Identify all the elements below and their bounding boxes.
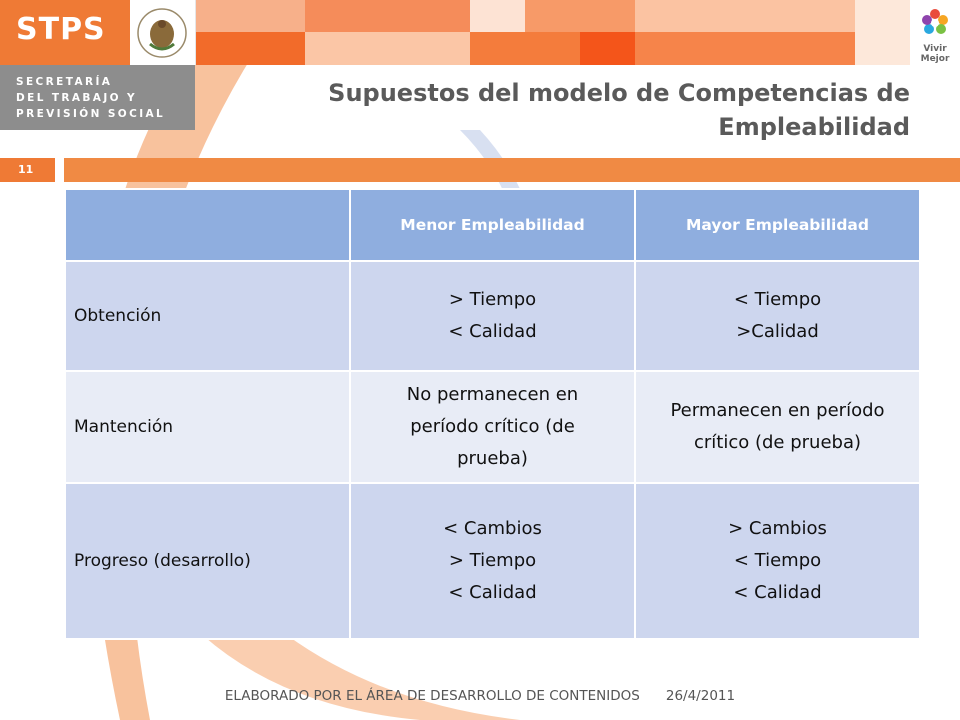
cell-line: Permanecen en período crítico (de prueba)	[670, 400, 885, 453]
cell-line: > Cambios	[728, 518, 827, 539]
cell-line: < Cambios	[443, 518, 542, 539]
footer-date: 26/4/2011	[665, 688, 736, 704]
row-label: Progreso (desarrollo)	[65, 483, 350, 639]
header-menor: Menor Empleabilidad	[350, 189, 635, 261]
title-line-2: Empleabilidad	[718, 113, 910, 141]
cell-line: > Tiempo	[448, 289, 537, 310]
cell-mayor	[635, 483, 920, 639]
org-abbrev: STPS	[16, 12, 106, 47]
table-row	[65, 371, 920, 483]
header-empty	[65, 189, 350, 261]
slide-footer	[0, 688, 960, 704]
cell-line: < Calidad	[448, 582, 537, 603]
cell-menor	[350, 371, 635, 483]
title-underline-bar	[64, 158, 960, 182]
competencies-table	[64, 188, 921, 640]
cell-line: > Tiempo	[448, 550, 537, 571]
cell-line: < Tiempo	[733, 550, 822, 571]
mexico-seal-icon	[130, 0, 196, 65]
cell-line: < Calidad	[733, 582, 822, 603]
row-label: Obtención	[65, 261, 350, 371]
vivir-mejor-logo	[910, 0, 960, 65]
stps-logo	[0, 0, 130, 65]
flower-icon	[910, 0, 960, 44]
header-color-strip	[195, 0, 910, 65]
table-header-row	[65, 189, 920, 261]
cell-line: < Tiempo	[733, 289, 822, 310]
logo-right-text: Vivir Mejor	[920, 44, 950, 64]
cell-line: >Calidad	[736, 321, 819, 342]
cell-mayor	[635, 371, 920, 483]
row-label: Mantención	[65, 371, 350, 483]
footer-text: ELABORADO POR EL ÁREA DE DESARROLLO DE CONTENIDOS	[224, 688, 640, 704]
table-row	[65, 261, 920, 371]
table-row	[65, 483, 920, 639]
title-line-1: Supuestos del modelo de Competencias de	[328, 79, 910, 107]
cell-line: < Calidad	[448, 321, 537, 342]
cell-mayor	[635, 261, 920, 371]
cell-menor	[350, 261, 635, 371]
org-name-line-3: PREVISIÓN SOCIAL	[16, 108, 166, 120]
slide-number: 11	[18, 163, 34, 176]
org-name-line-2: DEL TRABAJO Y	[16, 92, 138, 104]
header-mayor: Mayor Empleabilidad	[635, 189, 920, 261]
slide-title	[270, 76, 910, 144]
org-name-block	[0, 65, 195, 130]
slide-number-badge	[0, 158, 55, 182]
cell-line: No permanecen en período crítico (de prueba)	[406, 384, 579, 469]
cell-menor	[350, 483, 635, 639]
org-name-line-1: SECRETARÍA	[16, 76, 113, 88]
